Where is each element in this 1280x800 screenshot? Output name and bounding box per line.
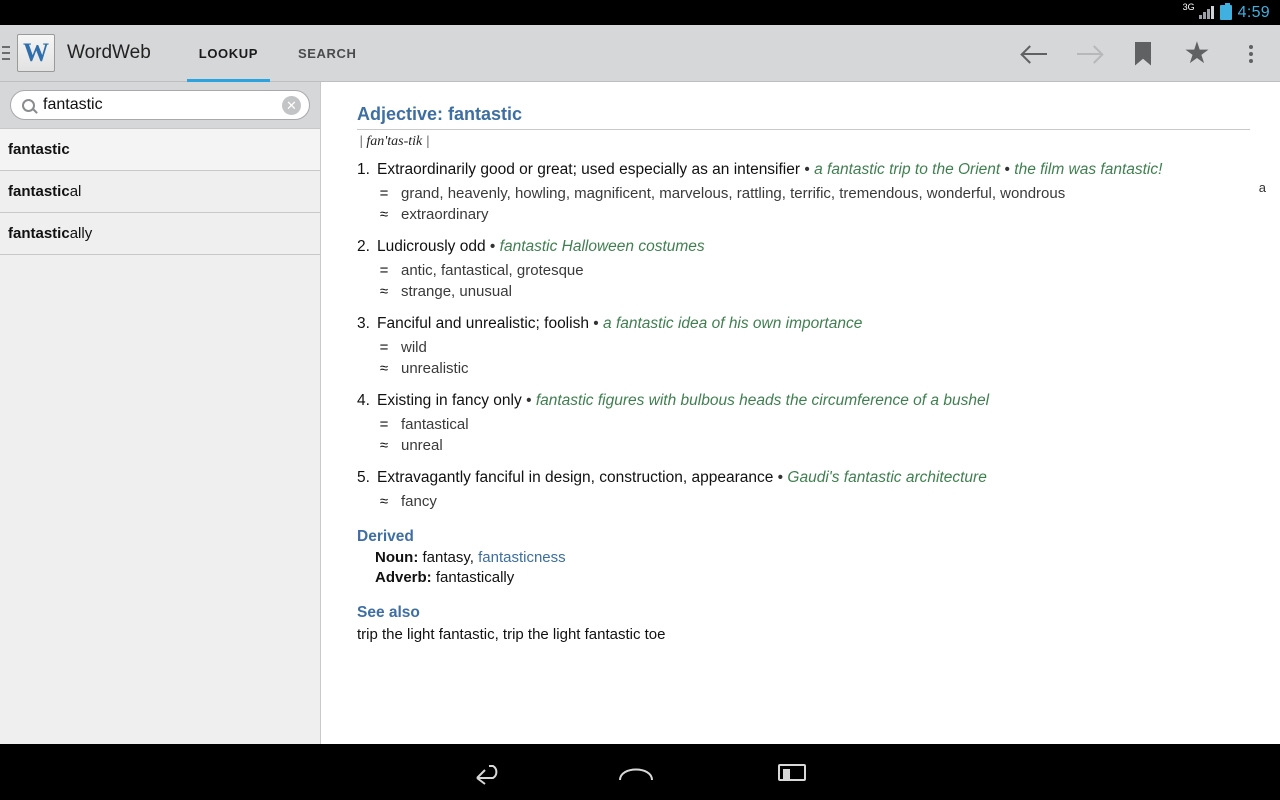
sense-example: fantastic figures with bulbous heads the circumference of a bushel	[535, 391, 990, 409]
list-item-rest: al	[69, 183, 82, 200]
example-bullet-icon: •	[804, 161, 810, 178]
sense-number: 2.	[357, 237, 370, 255]
sense-text: Extraordinarily good or great; used especially as an intensifier	[377, 161, 801, 178]
see-also-text[interactable]: trip the light fantastic, trip the light fantastic toe	[357, 625, 666, 643]
sense-entry	[357, 314, 1250, 377]
sense-definition	[357, 160, 1250, 181]
tab-bar	[179, 25, 377, 82]
list-item-rest: ally	[69, 225, 93, 242]
similar-list[interactable]: fancy	[401, 492, 437, 510]
sense-entry	[357, 468, 1250, 510]
android-nav-bar	[0, 744, 1280, 800]
sense-number: 1.	[357, 161, 370, 178]
sense-definition	[357, 391, 1250, 412]
home-nav-icon[interactable]	[617, 760, 655, 784]
sense-example: a fantastic trip to the Orient	[814, 161, 1001, 178]
example-bullet-icon: •	[489, 237, 496, 255]
network-type-label: 3G	[1182, 2, 1195, 12]
synonym-row	[377, 339, 1250, 356]
synonym-symbol: =	[379, 184, 389, 202]
sense-entry	[357, 237, 1250, 300]
synonym-list[interactable]: grand, heavenly, howling, magnificent, marvelous, rattling, terrific, tremendous, wonderful, wondrous	[401, 184, 1066, 202]
sense-text: Extravagantly fanciful in design, construction, appearance	[377, 468, 774, 486]
sense-number: 3.	[357, 314, 370, 332]
similar-row	[377, 437, 1250, 454]
back-arrow-icon[interactable]	[1022, 41, 1048, 67]
star-icon[interactable]: ★	[1183, 36, 1211, 70]
recents-nav-icon[interactable]	[775, 760, 809, 784]
sidebar	[0, 82, 321, 744]
example-bullet-icon: •	[1004, 161, 1010, 178]
bookmark-icon[interactable]	[1130, 41, 1156, 67]
derived-row	[375, 569, 1250, 586]
sense-text: Existing in fancy only	[377, 391, 522, 409]
app-title: WordWeb	[67, 42, 151, 63]
list-item[interactable]	[0, 129, 320, 171]
forward-arrow-icon[interactable]	[1076, 41, 1102, 67]
sense-text: Ludicrously odd	[377, 237, 486, 255]
signal-strength-icon	[1199, 6, 1214, 19]
list-item[interactable]	[0, 171, 320, 213]
sense-text: Fanciful and unrealistic; foolish	[377, 314, 589, 332]
synonym-list[interactable]: antic, fantastical, grotesque	[401, 261, 584, 279]
synonym-symbol: =	[379, 261, 389, 279]
similar-symbol: ≈	[379, 205, 389, 223]
definition-pane	[321, 82, 1280, 744]
list-item-bold: fantastic	[8, 225, 70, 242]
example-bullet-icon: •	[593, 314, 599, 332]
sense-definition	[357, 237, 1250, 258]
sense-definition	[357, 468, 1250, 489]
overflow-menu-icon[interactable]	[1238, 41, 1264, 67]
app-logo-letter: W	[23, 38, 49, 67]
similar-symbol: ≈	[379, 282, 389, 300]
example-bullet-icon: •	[526, 391, 532, 409]
sense-definition	[357, 314, 1250, 335]
derived-heading: Derived	[357, 527, 414, 545]
word-list	[0, 128, 320, 255]
synonym-symbol: =	[379, 338, 389, 356]
tab-lookup[interactable]: LOOKUP	[179, 25, 278, 82]
back-nav-icon[interactable]	[471, 762, 497, 782]
similar-list[interactable]: unreal	[401, 436, 443, 454]
battery-icon	[1220, 5, 1232, 20]
sense-number: 4.	[357, 391, 370, 409]
synonym-list[interactable]: wild	[401, 338, 427, 356]
synonym-symbol: =	[379, 415, 389, 433]
derived-pos: Adverb:	[375, 568, 432, 586]
similar-row	[377, 206, 1250, 223]
synonym-list[interactable]: fantastical	[401, 415, 469, 433]
similar-list[interactable]: extraordinary	[401, 205, 489, 223]
list-item-bold: fantastic	[8, 183, 70, 200]
similar-list[interactable]: strange, unusual	[401, 282, 512, 300]
corner-letter: a	[1258, 180, 1266, 195]
derived-pos: Noun:	[375, 548, 419, 566]
search-bar	[0, 82, 320, 128]
app-bar-actions	[1022, 25, 1272, 82]
example-bullet-icon: •	[777, 468, 784, 486]
similar-symbol: ≈	[379, 436, 389, 454]
app-logo-icon	[17, 34, 55, 72]
synonym-row	[377, 185, 1250, 202]
page-title: Adjective: fantastic	[357, 104, 1250, 130]
sense-example: a fantastic idea of his own importance	[603, 314, 863, 332]
main-content	[0, 82, 1280, 744]
derived-plain: fantasy,	[422, 548, 474, 566]
similar-row	[377, 283, 1250, 300]
sense-entry	[357, 160, 1250, 223]
derived-plain: fantastically	[435, 568, 515, 586]
synonym-row	[377, 262, 1250, 279]
similar-row	[377, 493, 1250, 510]
pronunciation: | fan'tas-tik |	[359, 134, 430, 149]
drawer-grip-icon[interactable]	[0, 25, 10, 82]
list-item-bold: fantastic	[8, 141, 70, 158]
sense-list	[357, 160, 1250, 510]
similar-row	[377, 360, 1250, 377]
derived-link[interactable]: fantasticness	[478, 548, 566, 566]
search-icon	[22, 99, 35, 112]
similar-symbol: ≈	[379, 359, 389, 377]
see-also-heading: See also	[357, 603, 420, 621]
sense-entry	[357, 391, 1250, 454]
search-box[interactable]	[10, 90, 310, 120]
derived-row	[375, 549, 1250, 566]
sense-example: fantastic Halloween costumes	[499, 237, 705, 255]
synonym-row	[377, 416, 1250, 433]
clear-search-icon[interactable]: ✕	[282, 96, 301, 115]
android-status-bar	[0, 0, 1280, 25]
app-bar	[0, 25, 1280, 82]
search-input[interactable]	[43, 96, 274, 114]
status-clock: 4:59	[1237, 3, 1270, 21]
list-item[interactable]	[0, 213, 320, 255]
tab-search[interactable]: SEARCH	[298, 45, 357, 61]
sense-example: the film was fantastic!	[1014, 161, 1163, 178]
similar-list[interactable]: unrealistic	[401, 359, 469, 377]
sense-number: 5.	[357, 468, 370, 486]
similar-symbol: ≈	[379, 492, 389, 510]
sense-example: Gaudi's fantastic architecture	[787, 468, 987, 486]
